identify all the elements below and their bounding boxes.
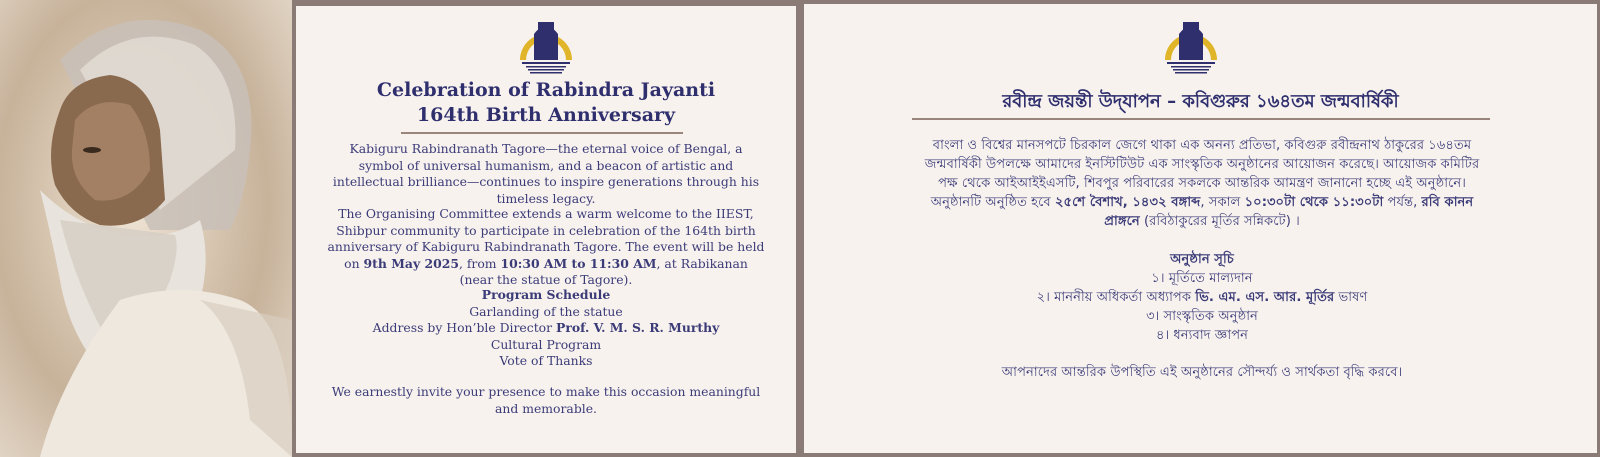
event-venue: রবি কানন প্রাঙ্গনে (1104, 195, 1474, 229)
schedule-heading: Program Schedule (481, 287, 611, 302)
schedule-item: Address by Hon’ble Director Prof. V. M. S. R. Murthy (372, 320, 720, 335)
director-name: Prof. V. M. S. R. Murthy (556, 320, 720, 335)
schedule-item: Vote of Thanks (499, 353, 593, 368)
institute-logo-icon (514, 16, 578, 80)
bengali-body-text: বাংলা ও বিশ্বের মানসপটে চিরকাল জেগে থাকা এক অনন্য প্রতিভা, কবিগুরু রবীন্দ্রনাথ ঠাকুরের ১৬৪তম জন্মবার্ষিকী উপলক্ষে আমাদের ইনস্টিটিউট এক সাংস্কৃতিক অনুষ্ঠানের আয়োজন করেছে। আয়োজক কমিটির পক্ষ থেকে আইআইইএসটি, শিবপুর পরিবারের সকলকে আন্তরিক আমন্ত্রণ জানানো হচ্ছে এই অনুষ্ঠানে। অনুষ্ঠানটি অনুষ্ঠিত হবে ২৫শে বৈশাখ, ১৪৩২ বঙ্গাব্দ, সকাল ১০:৩০টা থেকে ১১:৩০টা পর্যন্ত, রবি কানন প্রাঙ্গনে (রবিঠাকুরের মূর্তির সন্নিকটে) । (924, 138, 1480, 229)
welcome-text: The Organising Committee extends a warm welcome to the IIEST, Shibpur community to participate in celebration of the 164th birth anniversary of Kabiguru Rabindranath Tagore. The event will be held on 9th May 2025, from 10:30 AM to 11:30 AM, at Rabikanan (near the statue of Tagore). (327, 206, 765, 287)
bengali-title: রবীন্দ্র জয়ন্তী উদ্‌যাপন – কবিগুরুর ১৬৪তম জন্মবার্ষিকী (1002, 91, 1399, 112)
closing-text: We earnestly invite your presence to make this occasion meaningful and memorable. (331, 384, 761, 416)
schedule-item: ৪। ধন্যবাদ জ্ঞাপন (1155, 328, 1249, 343)
title-divider (401, 132, 683, 134)
bengali-invitation-card (804, 4, 1597, 453)
english-invitation-card (296, 6, 796, 453)
title-divider (912, 118, 1490, 120)
tagore-portrait-photo (0, 0, 292, 457)
event-time: 10:30 AM to 11:30 AM (500, 255, 657, 271)
tagore-portrait (0, 0, 292, 457)
schedule-heading: অনুষ্ঠান সূচি (1170, 252, 1234, 267)
bengali-paragraph (914, 136, 1490, 231)
closing-text: আপনাদের আন্তরিক উপস্থিতি এই অনুষ্ঠানের সৌন্দর্য্য ও সার্থকতা বৃদ্ধি করবে। (1001, 365, 1403, 380)
institute-logo-icon (1159, 16, 1223, 80)
english-welcome (326, 206, 766, 289)
schedule-item: ১। মূর্তিতে মাল্যদান (1151, 271, 1253, 286)
event-date: ২৫শে বৈশাখ, ১৪৩২ বঙ্গাব্দ (1054, 195, 1201, 210)
event-date: 9th May 2025 (363, 255, 459, 271)
bengali-closing (914, 363, 1490, 382)
english-intro (326, 141, 766, 207)
english-title-line1: Celebration of Rabindra Jayanti (376, 79, 716, 101)
schedule-item: Cultural Program (490, 336, 602, 352)
director-name: ভি. এম. এস. আর. মূর্তির (1195, 290, 1335, 305)
schedule-item: ২। মাননীয় অধিকর্তা অধ্যাপক ভি. এম. এস. আর. মূর্তির ভাষণ (1036, 290, 1368, 305)
event-time: ১০:৩০টা থেকে ১১:৩০টা (1244, 195, 1384, 210)
schedule-item: Garlanding of the statue (469, 303, 623, 319)
english-title-line2: 164th Birth Anniversary (416, 104, 676, 126)
intro-text: Kabiguru Rabindranath Tagore—the eternal voice of Bengal, a symbol of universal humanism, and a beacon of artistic and intellectual brilliance—continues to inspire generations through his timeless legacy. (332, 141, 760, 206)
english-schedule (326, 287, 766, 370)
schedule-item: ৩। সাংস্কৃতিক অনুষ্ঠান (1146, 309, 1258, 324)
english-closing (326, 384, 766, 417)
bengali-schedule (914, 250, 1490, 345)
